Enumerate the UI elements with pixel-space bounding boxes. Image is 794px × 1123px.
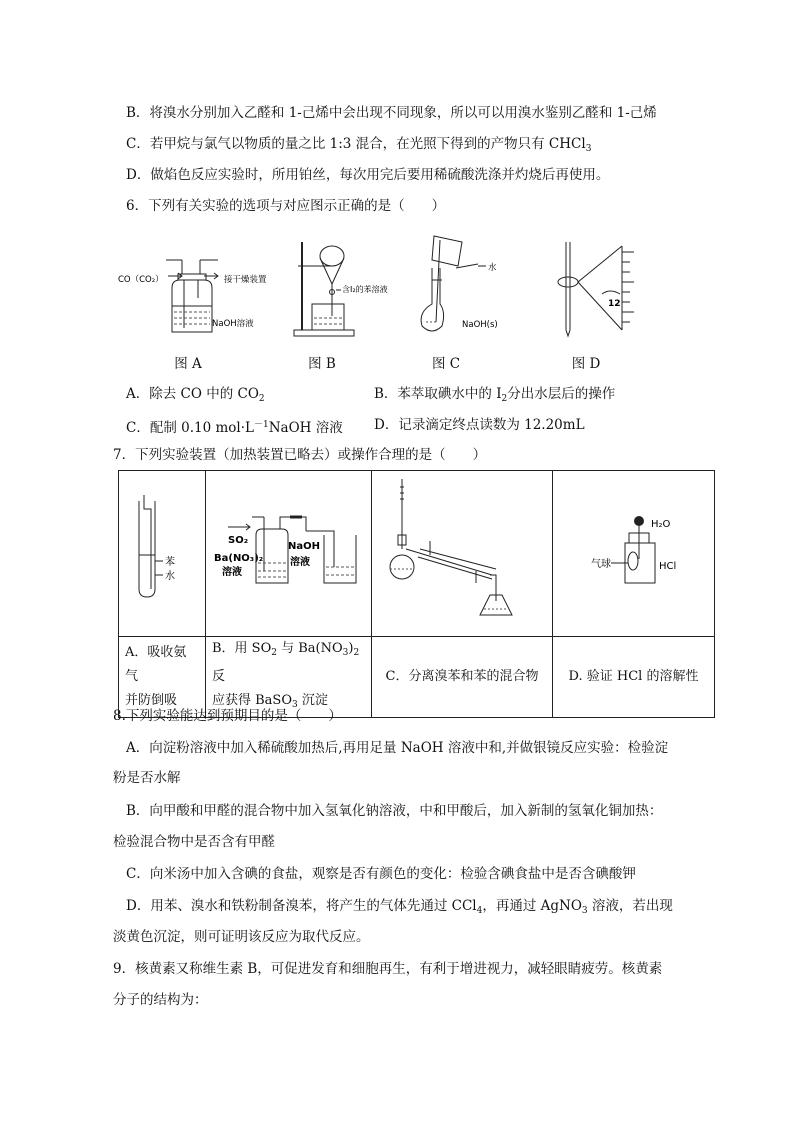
q8-option-a-line1: A．向淀粉溶液中加入稀硫酸加热后,再用足量 NaOH 溶液中和,并做银镜反应实验：检验淀 [126,740,669,756]
q9-line2: 分子的结构为： [113,992,208,1008]
q5-option-c: C．若甲烷与氯气以物质的量之比 1:3 混合，在光照下得到的产物只有 CHCl$_3$ [126,136,592,154]
q8-option-b-line1: B．向甲酸和甲醛的混合物中加入氢氧化钠溶液，中和甲酸后，加入新制的氢氧化铜加热： [126,803,663,819]
q7-fig-a-water-label: 水 [165,571,175,582]
q7-figure-d-cell [553,471,715,637]
q7-fig-d-hcl-label: HCl [659,561,677,572]
q6-option-c: C．配制 0.10 $mol\cdot L^{-1}NaOH$ 溶液 [126,420,343,436]
fig-c-solid-label: NaOH(s) [462,320,498,330]
q7-stem: 7．下列实验装置（加热装置已略去）或操作合理的是（ ） [113,447,487,463]
q8-option-a-line2: 粉是否水解 [113,770,181,786]
q6-figure-b [288,236,398,340]
q8-option-b-line2: 检验混合物中是否含有甲醛 [113,834,275,850]
q8-option-d-line2: 淡黄色沉淀，则可证明该反应为取代反应。 [113,929,370,945]
q6-option-a: A．除去 CO 中的 $CO_2$ [126,386,265,404]
q7-fig-b-so2-label: SO₂ [228,535,249,546]
q6-figure-c [412,232,522,340]
q7-fig-b-naoh-label-1: NaOH [288,541,320,552]
q6-figure-a [112,240,282,340]
q7-figure-b [206,471,371,627]
q7-figure-a-cell [119,471,206,637]
q5-option-b: B．将溴水分别加入乙醛和 1-己烯中会出现不同现象，所以可以用溴水鉴别乙醛和 1-己烯 [126,105,657,121]
q6-stem: 6．下列有关实验的选项与对应图示正确的是（ ） [126,198,446,214]
q7-figure-d [553,471,714,627]
q7-figure-c-cell [372,471,553,637]
q8-option-c: C．向米汤中加入含碘的食盐，观察是否有颜色的变化：检验含碘食盐中是否含碘酸钾 [126,866,636,882]
q7-caption-c: C．分离溴苯和苯的混合物 [372,637,553,718]
q6-figure-d [550,238,650,338]
q8-stem: 8.下列实验能达到预期目的是（ ） [113,708,342,724]
q9-line1: 9．核黄素又称维生素 B，可促进发育和细胞再生，有利于增进视力，减轻眼睛疲劳。核黄素 [113,961,663,977]
q7-options-table [118,470,715,718]
q7-caption-d: D. 验证 HCl 的溶解性 [553,637,715,718]
q6-caption-a: 图 A [174,356,202,372]
q7-fig-d-balloon-label: 气球 [591,559,611,570]
q8-option-d-line1: D．用苯、溴水和铁粉制备溴苯，将产生的气体先通过 CCl$_4$，再通过 AgNO$_3$ 溶液，若出现 [126,898,673,916]
q7-fig-b-ba-label-2: 溶液 [222,567,242,578]
q6-caption-d: 图 D [571,356,601,372]
fig-a-liquid-label: NaOH溶液 [212,319,254,329]
fig-c-water-label: 水 [488,263,497,273]
q6-option-d: D．记录滴定终点读数为 12.20mL [374,417,585,433]
q6-caption-c: 图 C [431,356,461,372]
q6-option-b: B．苯萃取碘水中的 $I_2$分出水层后的操作 [374,386,616,404]
fig-a-in-label: CO（CO₂） [118,275,164,285]
fig-a-out-label: 接干燥装置 [224,275,267,285]
fig-b-label: 含I₂的苯溶液 [342,285,388,294]
q5-option-d: D．做焰色反应实验时，所用铂丝，每次用完后要用稀硫酸洗涤并灼烧后再使用。 [126,167,610,183]
q6-caption-b: 图 B [308,356,336,372]
q7-caption-a: A．吸收氨气 并防倒吸 [119,637,206,718]
q7-figure-a [119,471,205,627]
q7-fig-a-benzene-label: 苯 [165,557,175,568]
fig-d-tick-label: 12 [608,299,621,309]
q7-figure-c [372,471,552,627]
q7-fig-d-h2o-label: H₂O [651,519,671,530]
q7-figure-b-cell [206,471,372,637]
q7-caption-b: B．用 $SO_2$ 与 $Ba(NO_3)_2$ 反 应获得 BaSO$_3$ 沉淀 [206,637,372,718]
q7-fig-b-ba-label-1: Ba(NO₃)₂ [214,553,264,564]
q7-fig-b-naoh-label-2: 溶液 [290,557,310,568]
